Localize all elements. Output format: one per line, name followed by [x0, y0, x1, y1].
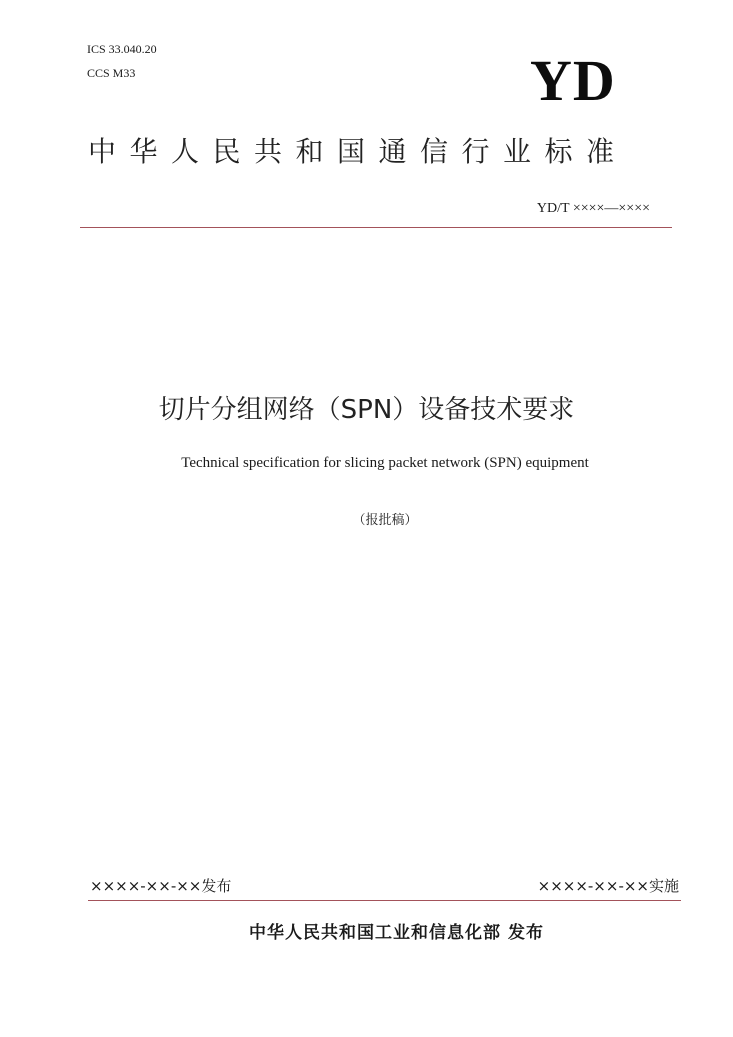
standard-category-title: 中华人民共和国通信行业标准 — [88, 135, 628, 168]
footer-divider — [88, 900, 681, 901]
draft-status: （报批稿） — [352, 513, 418, 528]
yd-logo: YD — [530, 48, 616, 113]
publish-date: ××××-××-××发布 — [90, 877, 232, 895]
ics-code: ICS 33.040.20 — [87, 42, 157, 56]
document-title-cn: 切片分组网络（SPN）设备技术要求 — [158, 395, 575, 425]
issuing-authority: 中华人民共和国工业和信息化部 发布 — [249, 923, 544, 943]
standard-number: YD/T ××××—×××× — [536, 201, 650, 216]
implementation-date: ××××-××-××实施 — [537, 877, 679, 895]
header-divider — [80, 227, 672, 228]
ccs-code: CCS M33 — [87, 66, 136, 80]
document-title-en: Technical specification for slicing packet network (SPN) equipment — [181, 455, 589, 471]
